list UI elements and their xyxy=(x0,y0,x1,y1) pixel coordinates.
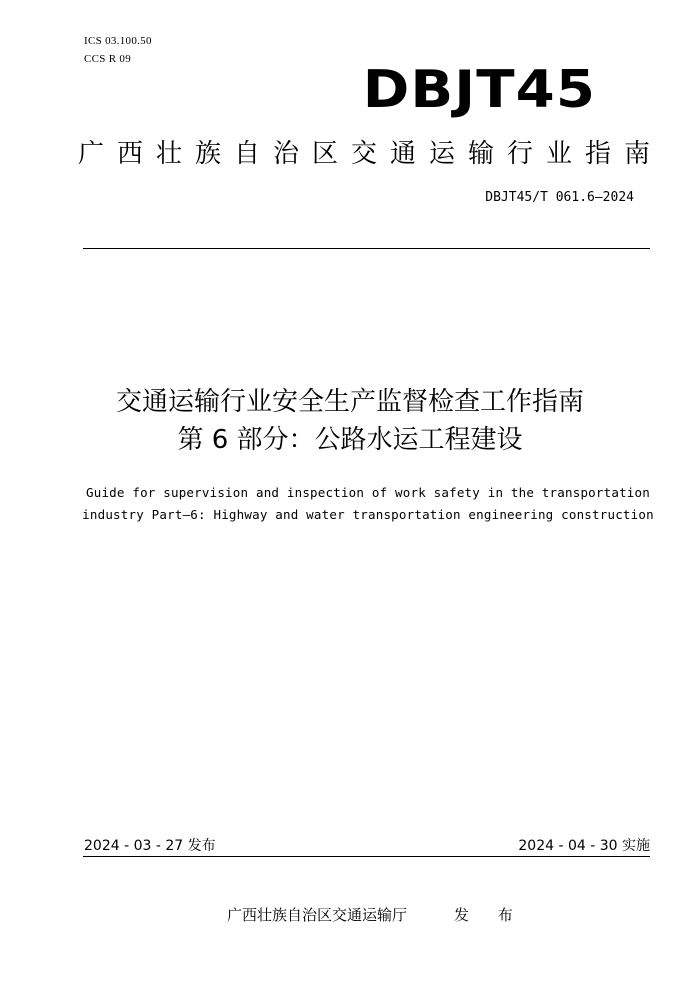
implementation-date: 2024 - 04 - 30 实施 xyxy=(518,838,650,854)
top-divider xyxy=(83,248,650,249)
publish-label: 发 布 xyxy=(454,906,525,924)
agency-line: 广西壮族自治区交通运输行业指南 xyxy=(78,139,664,169)
ccs-code: CCS R 09 xyxy=(84,53,132,65)
document-title-line1: 交通运输行业安全生产监督检查工作指南 xyxy=(115,387,584,417)
bottom-divider xyxy=(83,856,650,857)
english-title: Guide for supervision and inspection of work safety in the transportation industry Part—6: Highway and water transportation engineering construction xyxy=(82,485,654,522)
standard-logo: DBJT45 xyxy=(362,60,596,120)
document-title-line2: 第 6 部分：公路水运工程建设 xyxy=(177,425,523,455)
issue-date: 2024 - 03 - 27 发布 xyxy=(84,838,216,854)
publisher: 广西壮族自治区交通运输厅 xyxy=(227,906,408,924)
ics-code: ICS 03.100.50 xyxy=(84,35,152,47)
document-number: DBJT45/T 061.6—2024 xyxy=(485,190,634,205)
